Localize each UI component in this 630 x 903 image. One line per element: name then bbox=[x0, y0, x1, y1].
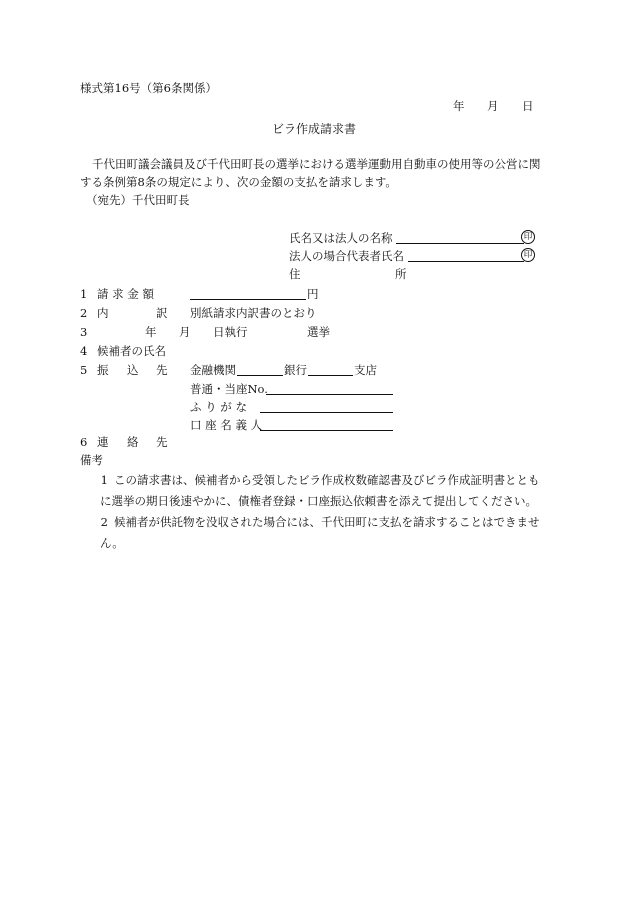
body-line-1: 千代田町議会議員及び千代田町長の選挙における選挙運動用自動車の使用等の公営に関 bbox=[92, 157, 541, 171]
form-number: 様式第16号（第6条関係） bbox=[80, 81, 217, 95]
item-5-number: 5 bbox=[80, 363, 88, 377]
item-1-label: 請 求 金 額 bbox=[97, 287, 154, 301]
account-holder-label: 口 座 名 義 人 bbox=[190, 418, 263, 432]
amount-unit: 円 bbox=[307, 287, 319, 301]
bank-label: 金融機関 bbox=[190, 363, 236, 377]
remark-1-line-1: この請求書は、候補者から受領したビラ作成枚数確認書及びビラ作成証明書ととも bbox=[114, 473, 540, 487]
representative-line[interactable] bbox=[408, 249, 524, 262]
account-type-label: 普通・当座No. bbox=[190, 382, 268, 396]
item-2-number: 2 bbox=[80, 306, 88, 320]
item-2-label-b: 訳 bbox=[156, 306, 168, 320]
address-label-2: 所 bbox=[395, 267, 407, 281]
date-year-label: 年 bbox=[453, 99, 465, 113]
item-3-year: 年 bbox=[145, 325, 157, 339]
item-3-number: 3 bbox=[80, 325, 88, 339]
item-6-label-b: 絡 bbox=[127, 435, 139, 449]
item-3-election: 選挙 bbox=[307, 325, 330, 339]
item-2-label-a: 内 bbox=[97, 306, 109, 320]
date-month-label: 月 bbox=[487, 99, 499, 113]
breakdown-value: 別紙請求内訳書のとおり bbox=[190, 306, 317, 320]
furigana-label: ふ り が な bbox=[190, 400, 247, 414]
seal-mark: 印 bbox=[521, 230, 535, 244]
bank-name-line[interactable] bbox=[237, 363, 283, 376]
furigana-line[interactable] bbox=[260, 400, 393, 413]
item-5-label-a: 振 bbox=[97, 363, 109, 377]
remark-2 bbox=[80, 512, 554, 554]
remark-2-line-2: ん。 bbox=[100, 536, 124, 550]
item-1-number: 1 bbox=[80, 287, 88, 301]
account-holder-line[interactable] bbox=[260, 418, 393, 431]
item-4-number: 4 bbox=[80, 344, 88, 358]
addressee: （宛先）千代田町長 bbox=[86, 193, 190, 207]
bank-suffix: 銀行 bbox=[284, 363, 307, 377]
account-number-line[interactable] bbox=[266, 382, 393, 395]
amount-line[interactable] bbox=[190, 287, 306, 300]
item-3-day: 日執行 bbox=[213, 325, 248, 339]
date-day-label: 日 bbox=[522, 99, 534, 113]
remark-1 bbox=[80, 470, 554, 512]
applicant-name-label: 氏名又は法人の名称 bbox=[289, 231, 393, 245]
remark-2-number: 2 bbox=[100, 515, 108, 529]
item-5-label-c: 先 bbox=[156, 363, 168, 377]
item-3-month: 月 bbox=[179, 325, 191, 339]
item-6-label-c: 先 bbox=[156, 435, 168, 449]
seal-mark-representative: 印 bbox=[521, 248, 535, 262]
item-6-label-a: 連 bbox=[97, 435, 109, 449]
item-6-number: 6 bbox=[80, 435, 88, 449]
remarks-heading: 備考 bbox=[80, 453, 103, 467]
body-line-2: する条例第8条の規定により、次の金額の支払を請求します。 bbox=[80, 175, 397, 189]
branch-name-line[interactable] bbox=[308, 363, 353, 376]
item-5-label-b: 込 bbox=[127, 363, 139, 377]
remark-1-line-2: に選挙の期日後速やかに、債権者登録・口座振込依頼書を添えて提出してください。 bbox=[100, 494, 537, 508]
applicant-name-line[interactable] bbox=[396, 231, 524, 244]
document-title: ビラ作成請求書 bbox=[272, 122, 357, 136]
remark-2-line-1: 候補者が供託物を没収された場合には、千代田町に支払を請求することはできませ bbox=[114, 515, 540, 529]
address-label-1: 住 bbox=[289, 267, 301, 281]
remark-1-number: 1 bbox=[100, 473, 108, 487]
branch-suffix: 支店 bbox=[354, 363, 377, 377]
body-paragraph bbox=[80, 155, 552, 191]
representative-label: 法人の場合代表者氏名 bbox=[289, 249, 404, 263]
item-4-label: 候補者の氏名 bbox=[97, 344, 166, 358]
